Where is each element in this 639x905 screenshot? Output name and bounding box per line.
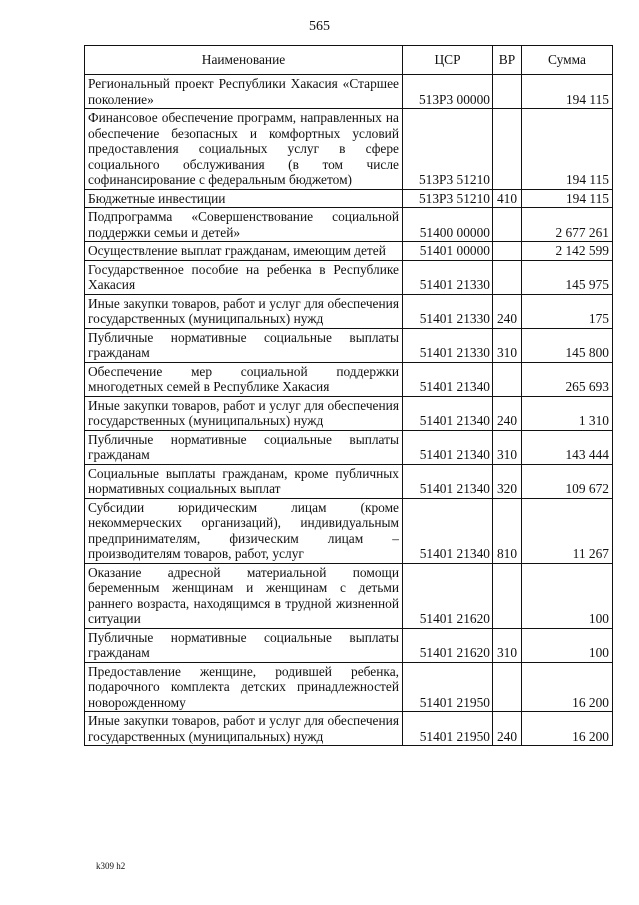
row-sum: 145 800 — [522, 328, 613, 362]
row-sum: 109 672 — [522, 464, 613, 498]
row-csr: 513Р3 00000 — [403, 75, 493, 109]
row-csr: 51401 21340 — [403, 464, 493, 498]
row-vr: 310 — [493, 430, 522, 464]
row-csr: 51400 00000 — [403, 208, 493, 242]
row-vr — [493, 362, 522, 396]
row-vr — [493, 563, 522, 628]
row-sum: 2 142 599 — [522, 242, 613, 261]
table-row — [85, 362, 613, 396]
table-row — [85, 396, 613, 430]
row-sum: 194 115 — [522, 189, 613, 208]
row-vr: 310 — [493, 328, 522, 362]
row-csr: 51401 21340 — [403, 430, 493, 464]
row-vr — [493, 242, 522, 261]
table-row — [85, 294, 613, 328]
row-csr: 51401 21340 — [403, 498, 493, 563]
row-name: Подпрограмма «Совершенствование социальной поддержки семьи и детей» — [85, 208, 403, 242]
row-csr: 51401 21620 — [403, 563, 493, 628]
row-sum: 194 115 — [522, 75, 613, 109]
row-sum: 194 115 — [522, 109, 613, 190]
row-csr: 51401 21330 — [403, 294, 493, 328]
row-sum: 265 693 — [522, 362, 613, 396]
row-name: Государственное пособие на ребенка в Республике Хакасия — [85, 260, 403, 294]
row-sum: 175 — [522, 294, 613, 328]
row-name: Бюджетные инвестиции — [85, 189, 403, 208]
table-row — [85, 75, 613, 109]
row-sum: 143 444 — [522, 430, 613, 464]
row-csr: 51401 21620 — [403, 628, 493, 662]
row-vr: 320 — [493, 464, 522, 498]
row-name: Социальные выплаты гражданам, кроме публичных нормативных социальных выплат — [85, 464, 403, 498]
page-number: 565 — [309, 19, 330, 34]
table-body — [85, 75, 613, 746]
row-name: Предоставление женщине, родившей ребенка, подарочного комплекта детских принадлежностей новорожденному — [85, 662, 403, 712]
row-vr — [493, 109, 522, 190]
table-row — [85, 662, 613, 712]
row-sum: 100 — [522, 628, 613, 662]
row-sum: 11 267 — [522, 498, 613, 563]
table-row — [85, 498, 613, 563]
row-name: Иные закупки товаров, работ и услуг для обеспечения государственных (муниципальных) нужд — [85, 712, 403, 746]
table-row — [85, 430, 613, 464]
row-sum: 1 310 — [522, 396, 613, 430]
table-row — [85, 628, 613, 662]
row-sum: 2 677 261 — [522, 208, 613, 242]
row-vr — [493, 260, 522, 294]
row-csr: 51401 21330 — [403, 260, 493, 294]
row-csr: 51401 21950 — [403, 712, 493, 746]
footer-code: k309 h2 — [96, 861, 126, 871]
row-sum: 16 200 — [522, 712, 613, 746]
header-vr: ВР — [493, 46, 522, 75]
row-name: Иные закупки товаров, работ и услуг для обеспечения государственных (муниципальных) нужд — [85, 294, 403, 328]
row-name: Региональный проект Республики Хакасия «Старшее поколение» — [85, 75, 403, 109]
row-vr — [493, 75, 522, 109]
row-csr: 51401 21950 — [403, 662, 493, 712]
header-csr: ЦСР — [403, 46, 493, 75]
header-name: Наименование — [85, 46, 403, 75]
table-row — [85, 563, 613, 628]
table-row — [85, 328, 613, 362]
table-row — [85, 109, 613, 190]
row-name: Публичные нормативные социальные выплаты гражданам — [85, 328, 403, 362]
row-sum: 145 975 — [522, 260, 613, 294]
row-name: Оказание адресной материальной помощи беременным женщинам и женщинам с детьми раннего возраста, находящимся в трудной жизненной ситуации — [85, 563, 403, 628]
row-csr: 51401 21340 — [403, 396, 493, 430]
row-name: Субсидии юридическим лицам (кроме некоммерческих организаций), индивидуальным предпринимателям, физическим лицам – производителям товаров, работ, услуг — [85, 498, 403, 563]
table-row — [85, 208, 613, 242]
row-vr: 810 — [493, 498, 522, 563]
table-row — [85, 242, 613, 261]
row-vr: 410 — [493, 189, 522, 208]
row-vr: 240 — [493, 712, 522, 746]
row-name: Публичные нормативные социальные выплаты гражданам — [85, 430, 403, 464]
row-name: Осуществление выплат гражданам, имеющим детей — [85, 242, 403, 261]
row-vr — [493, 662, 522, 712]
row-vr: 310 — [493, 628, 522, 662]
row-vr: 240 — [493, 294, 522, 328]
table-row — [85, 464, 613, 498]
row-sum: 16 200 — [522, 662, 613, 712]
row-name: Иные закупки товаров, работ и услуг для обеспечения государственных (муниципальных) нужд — [85, 396, 403, 430]
table-row — [85, 712, 613, 746]
row-csr: 51401 21340 — [403, 362, 493, 396]
table-header-row — [85, 46, 613, 75]
row-csr: 513Р3 51210 — [403, 109, 493, 190]
row-vr — [493, 208, 522, 242]
table-row — [85, 260, 613, 294]
header-sum: Сумма — [522, 46, 613, 75]
row-csr: 51401 21330 — [403, 328, 493, 362]
table-row — [85, 189, 613, 208]
row-name: Обеспечение мер социальной поддержки многодетных семей в Республике Хакасия — [85, 362, 403, 396]
row-csr: 513Р3 51210 — [403, 189, 493, 208]
row-name: Публичные нормативные социальные выплаты гражданам — [85, 628, 403, 662]
row-sum: 100 — [522, 563, 613, 628]
row-name: Финансовое обеспечение программ, направленных на обеспечение безопасных и комфортных условий предоставления социальных услуг в сфере социального обслуживания (в том числе софинансирование с федеральным бюджетом) — [85, 109, 403, 190]
budget-table — [84, 45, 613, 746]
row-vr: 240 — [493, 396, 522, 430]
row-csr: 51401 00000 — [403, 242, 493, 261]
